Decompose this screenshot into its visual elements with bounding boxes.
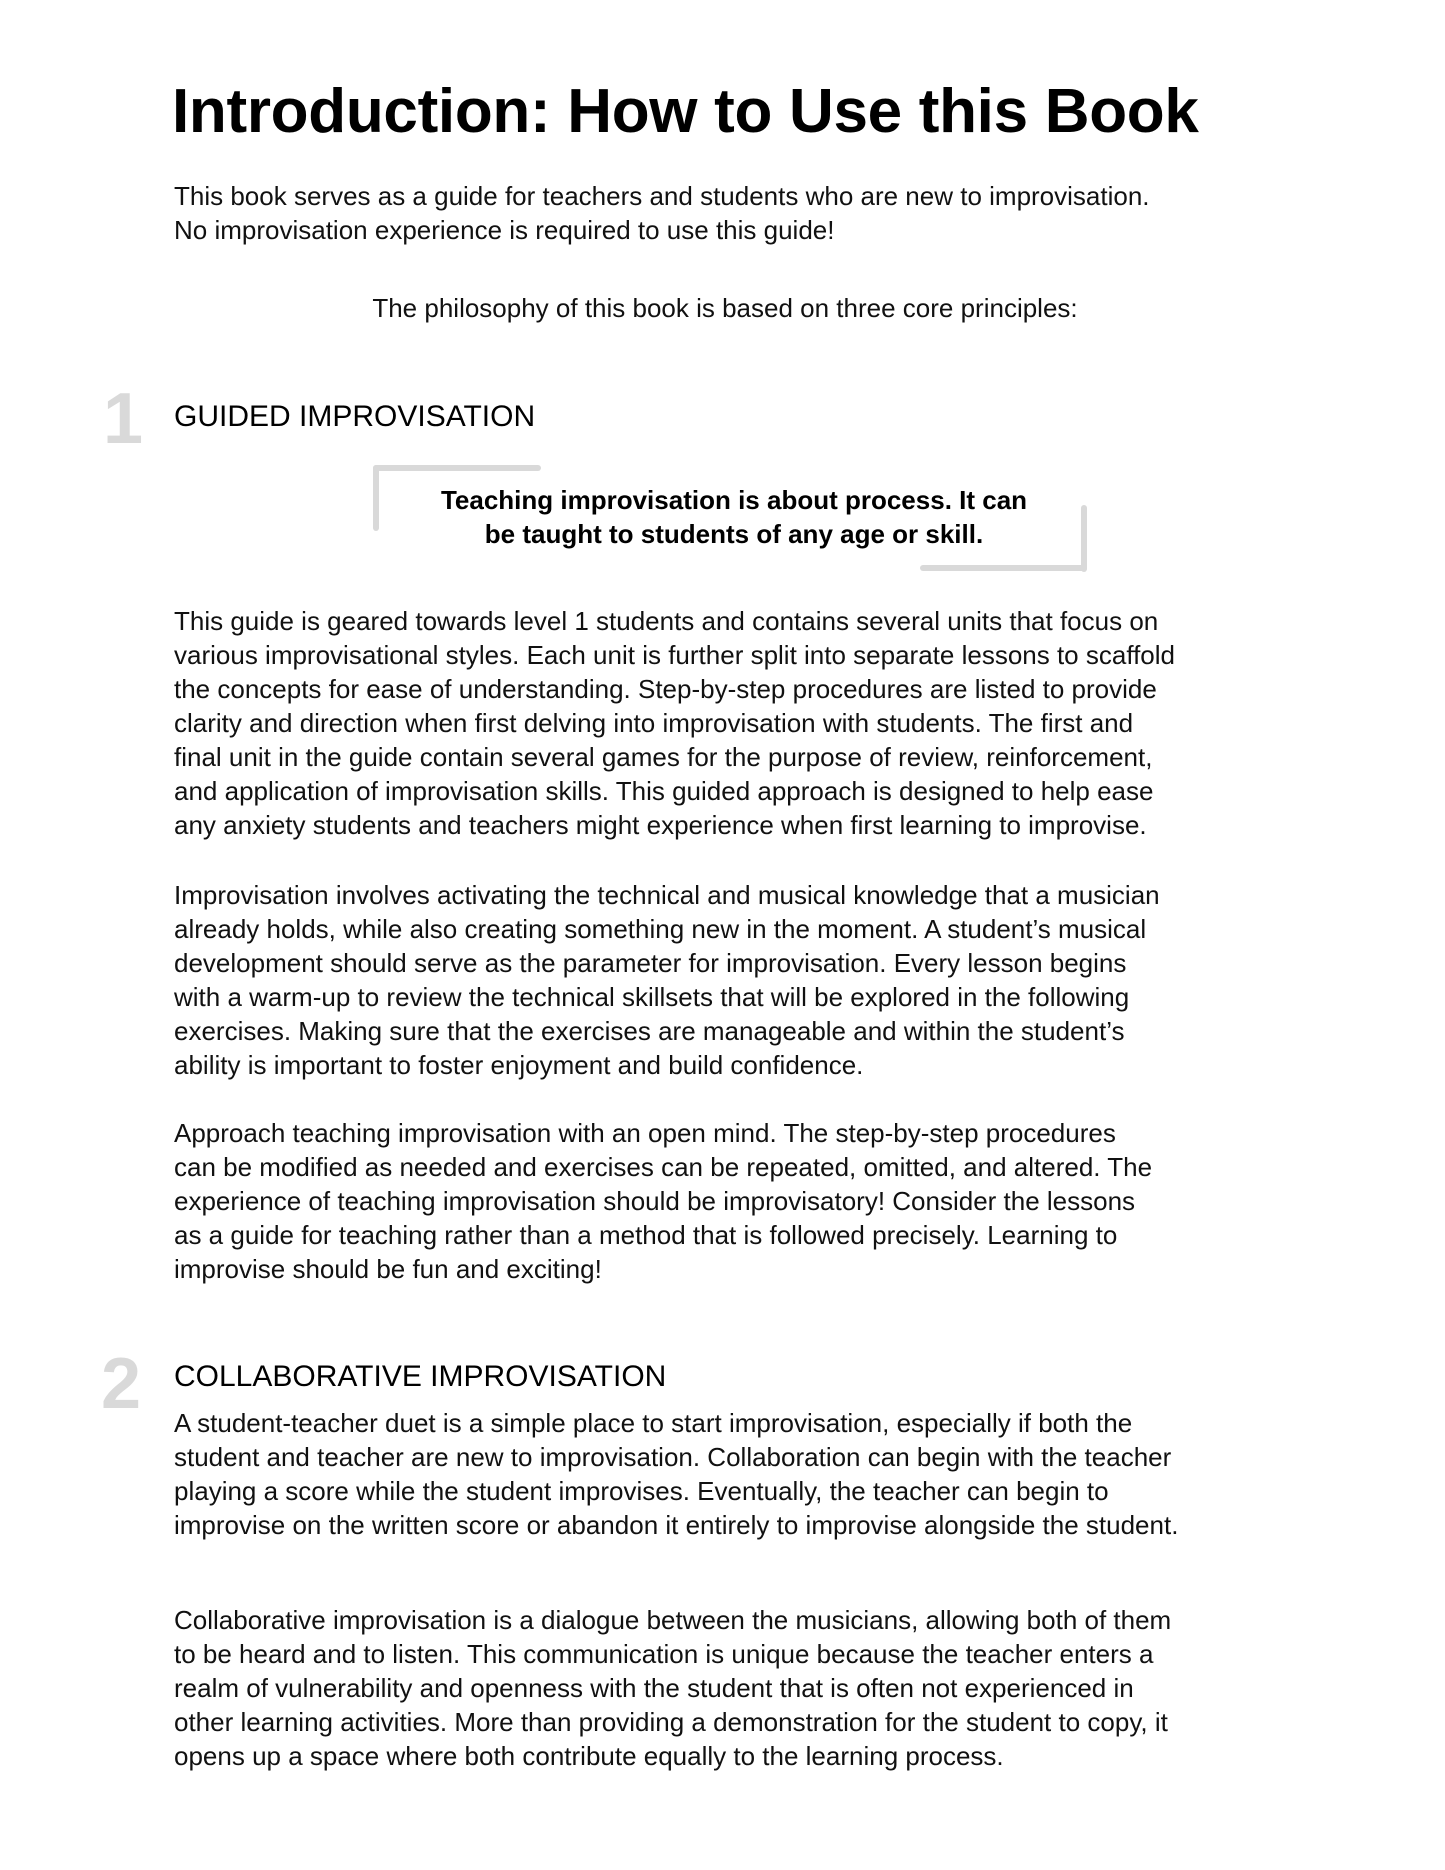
paragraph-line: various improvisational styles. Each unit is further split into separate lessons to scaffold xyxy=(174,640,1175,670)
paragraph-line: final unit in the guide contain several games for the purpose of review, reinforcement, xyxy=(174,742,1153,772)
paragraph-line: exercises. Making sure that the exercises are manageable and within the student’s xyxy=(174,1016,1125,1046)
principles-intro: The philosophy of this book is based on three core principles: xyxy=(372,293,1078,323)
pull-quote-line: be taught to students of any age or skill. xyxy=(484,519,984,549)
bracket-top-left-horizontal xyxy=(373,465,541,471)
paragraph-line: and application of improvisation skills. This guided approach is designed to help ease xyxy=(174,776,1154,806)
intro-line: No improvisation experience is required to use this guide! xyxy=(174,215,835,245)
paragraph-line: student and teacher are new to improvisation. Collaboration can begin with the teacher xyxy=(174,1442,1172,1472)
paragraph-line: playing a score while the student improvises. Eventually, the teacher can begin to xyxy=(174,1476,1109,1506)
paragraph-line: as a guide for teaching rather than a method that is followed precisely. Learning to xyxy=(174,1220,1118,1250)
paragraph-line: already holds, while also creating something new in the moment. A student’s musical xyxy=(174,914,1147,944)
paragraph-line: to be heard and to listen. This communication is unique because the teacher enters a xyxy=(174,1639,1154,1669)
paragraph-line: development should serve as the parameter for improvisation. Every lesson begins xyxy=(174,948,1127,978)
paragraph-line: ability is important to foster enjoyment and build confidence. xyxy=(174,1050,864,1080)
paragraph-line: Collaborative improvisation is a dialogue between the musicians, allowing both of them xyxy=(174,1605,1172,1635)
intro-paragraph xyxy=(174,179,1150,247)
paragraph-line: with a warm-up to review the technical skillsets that will be explored in the following xyxy=(174,982,1130,1012)
paragraph-line: opens up a space where both contribute equally to the learning process. xyxy=(174,1741,1004,1771)
page-title: Introduction: How to Use this Book xyxy=(172,77,1199,146)
paragraph-line: clarity and direction when first delving into improvisation with students. The first and xyxy=(174,708,1134,738)
collaborative-paragraph-2 xyxy=(174,1603,1171,1773)
paragraph-line: can be modified as needed and exercises can be repeated, omitted, and altered. The xyxy=(174,1152,1153,1182)
guided-paragraph-3 xyxy=(174,1116,1152,1286)
section-heading-collaborative: COLLABORATIVE IMPROVISATION xyxy=(174,1360,667,1393)
paragraph-line: A student-teacher duet is a simple place to start improvisation, especially if both the xyxy=(174,1408,1133,1438)
paragraph-line: Approach teaching improvisation with an open mind. The step-by-step procedures xyxy=(174,1118,1116,1148)
collaborative-paragraph-1 xyxy=(174,1406,1178,1542)
guided-paragraph-1 xyxy=(174,604,1175,842)
paragraph-line: experience of teaching improvisation should be improvisatory! Consider the lessons xyxy=(174,1186,1136,1216)
paragraph-line: improvise should be fun and exciting! xyxy=(174,1254,602,1284)
section-number-1: 1 xyxy=(103,379,144,459)
paragraph-line: the concepts for ease of understanding. Step-by-step procedures are listed to provide xyxy=(174,674,1157,704)
intro-line: This book serves as a guide for teachers and students who are new to improvisation. xyxy=(174,181,1150,211)
paragraph-line: realm of vulnerability and openness with the student that is often not experienced in xyxy=(174,1673,1134,1703)
bracket-top-left-vertical xyxy=(373,465,379,531)
pull-quote-line: Teaching improvisation is about process. It can xyxy=(440,485,1028,515)
paragraph-line: improvise on the written score or abandon it entirely to improvise alongside the student. xyxy=(174,1510,1179,1540)
pull-quote xyxy=(380,483,1088,551)
paragraph-line: This guide is geared towards level 1 students and contains several units that focus on xyxy=(174,606,1159,636)
paragraph-line: Improvisation involves activating the technical and musical knowledge that a musician xyxy=(174,880,1160,910)
paragraph-line: other learning activities. More than providing a demonstration for the student to copy, it xyxy=(174,1707,1168,1737)
paragraph-line: any anxiety students and teachers might experience when first learning to improvise. xyxy=(174,810,1147,840)
section-number-2: 2 xyxy=(101,1344,142,1424)
section-heading-guided: GUIDED IMPROVISATION xyxy=(174,400,536,433)
bracket-bottom-right-horizontal xyxy=(920,565,1087,571)
guided-paragraph-2 xyxy=(174,878,1160,1082)
